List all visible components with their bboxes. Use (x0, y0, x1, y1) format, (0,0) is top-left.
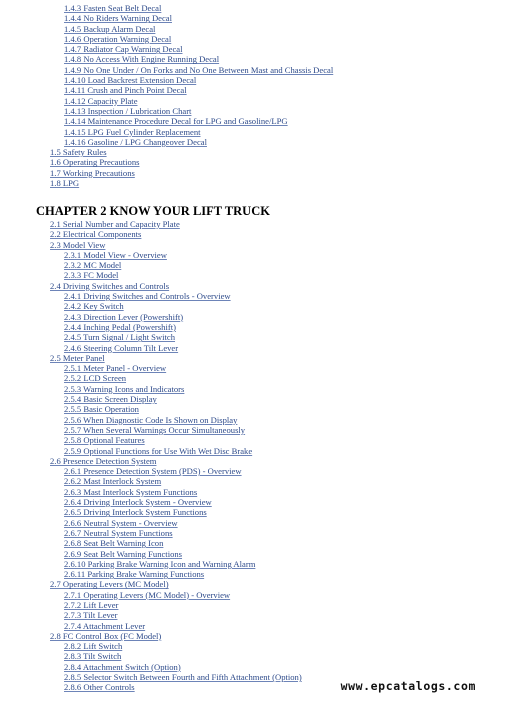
toc-subsection-link[interactable]: 2.7.1 Operating Levers (MC Model) - Overview (64, 589, 231, 600)
toc-subsection-link[interactable]: 2.6.10 Parking Brake Warning Icon and Warning Alarm (64, 558, 256, 569)
toc-section-link[interactable]: 2.8 FC Control Box (FC Model) (50, 630, 162, 641)
toc-subsection-link[interactable]: 2.5.9 Optional Functions for Use With Wet Disc Brake (64, 445, 253, 456)
toc-subsection-link[interactable]: 2.5.2 LCD Screen (64, 373, 127, 384)
toc-subsection-link[interactable]: 1.4.3 Fasten Seat Belt Decal (64, 3, 162, 13)
toc-subsection-link[interactable]: 2.6.1 Presence Detection System (PDS) - Overview (64, 466, 242, 477)
toc-subsection-link[interactable]: 1.4.6 Operation Warning Decal (64, 33, 172, 44)
toc-subsection-link[interactable]: 2.7.4 Attachment Lever (64, 620, 146, 631)
toc-subsection-link[interactable]: 1.4.16 Gasoline / LPG Changeover Decal (64, 136, 207, 147)
toc-subsection-link[interactable]: 2.4.3 Direction Lever (Powershift) (64, 311, 184, 322)
toc-subsection-link[interactable]: 2.7.2 Lift Lever (64, 599, 119, 610)
toc-subsection-link[interactable]: 2.5.8 Optional Features (64, 435, 145, 446)
toc-section-link[interactable]: 2.6 Presence Detection System (50, 455, 157, 466)
toc-list-chapter-1 (0, 3, 528, 188)
toc-subsection-link[interactable]: 1.4.5 Backup Alarm Decal (64, 23, 156, 34)
toc-subsection-link[interactable]: 2.6.8 Seat Belt Warning Icon (64, 538, 164, 549)
toc-section-link[interactable]: 1.7 Working Precautions (50, 167, 135, 178)
toc-subsection-link[interactable]: 1.4.9 No One Under / On Forks and No One Between Mast and Chassis Decal (64, 64, 334, 75)
toc-subsection-link[interactable]: 2.3.3 FC Model (64, 270, 119, 281)
toc-subsection-link[interactable]: 2.5.6 When Diagnostic Code Is Shown on Display (64, 414, 238, 425)
toc-subsection-link[interactable]: 2.4.2 Key Switch (64, 301, 124, 312)
toc-section-link[interactable]: 2.2 Electrical Components (50, 229, 142, 240)
toc-subsection-link[interactable]: 2.5.3 Warning Icons and Indicators (64, 383, 185, 394)
toc-subsection-link[interactable]: 2.8.2 Lift Switch (64, 641, 123, 652)
toc-section-link[interactable]: 2.7 Operating Levers (MC Model) (50, 579, 169, 590)
toc-subsection-link[interactable]: 2.6.3 Mast Interlock System Functions (64, 486, 198, 497)
toc-subsection-link[interactable]: 2.6.6 Neutral System - Overview (64, 517, 178, 528)
toc-subsection-link[interactable]: 2.6.2 Mast Interlock System (64, 476, 162, 487)
toc-section-link[interactable]: 2.1 Serial Number and Capacity Plate (50, 219, 180, 229)
toc-subsection-link[interactable]: 2.6.5 Driving Interlock System Functions (64, 507, 207, 518)
toc-subsection-link[interactable]: 1.4.10 Load Backrest Extension Decal (64, 75, 197, 86)
toc-subsection-link[interactable]: 2.6.11 Parking Brake Warning Functions (64, 569, 205, 580)
toc-subsection-link[interactable]: 2.5.7 When Several Warnings Occur Simultaneously (64, 424, 246, 435)
toc-subsection-link[interactable]: 2.8.3 Tilt Switch (64, 651, 122, 662)
toc-subsection-link[interactable]: 2.5.4 Basic Screen Display (64, 394, 157, 405)
toc-subsection-link[interactable]: 2.4.4 Inching Pedal (Powershift) (64, 321, 176, 332)
toc-subsection-link[interactable]: 1.4.15 LPG Fuel Cylinder Replacement (64, 126, 201, 137)
watermark-text: www.epcatalogs.com (340, 679, 476, 693)
toc-subsection-link[interactable]: 2.4.1 Driving Switches and Controls - Overview (64, 291, 231, 302)
toc-section-link[interactable]: 2.3 Model View (50, 239, 106, 250)
toc-section-link[interactable]: 1.5 Safety Rules (50, 147, 107, 158)
toc-subsection-link[interactable]: 2.6.4 Driving Interlock System - Overview (64, 497, 212, 508)
toc-subsection-link[interactable]: 1.4.14 Maintenance Procedure Decal for LPG and Gasoline/LPG (64, 116, 288, 127)
toc-section-link[interactable]: 1.8 LPG (50, 178, 80, 189)
toc-subsection-link[interactable]: 1.4.13 Inspection / Lubrication Chart (64, 105, 192, 116)
toc-subsection-link[interactable]: 2.6.7 Neutral System Functions (64, 527, 173, 538)
toc-subsection-link[interactable]: 2.5.1 Meter Panel - Overview (64, 363, 167, 374)
toc-section-link[interactable]: 1.6 Operating Precautions (50, 157, 140, 168)
toc-list-chapter-2 (0, 219, 528, 693)
toc-subsection-link[interactable]: 2.3.1 Model View - Overview (64, 249, 167, 260)
toc-subsection-link[interactable]: 2.5.5 Basic Operation (64, 404, 139, 415)
toc-subsection-link[interactable]: 2.7.3 Tilt Lever (64, 610, 118, 621)
toc-subsection-link[interactable]: 2.8.5 Selector Switch Between Fourth and Fifth Attachment (Option) (64, 672, 302, 683)
toc-subsection-link[interactable]: 1.4.7 Radiator Cap Warning Decal (64, 44, 183, 55)
toc-subsection-link[interactable]: 2.4.6 Steering Column Tilt Lever (64, 342, 179, 353)
toc-section-link[interactable]: 2.5 Meter Panel (50, 352, 105, 363)
toc-subsection-link[interactable]: 2.8.4 Attachment Switch (Option) (64, 661, 181, 672)
toc-subsection-link[interactable]: 2.8.6 Other Controls (64, 682, 135, 693)
chapter-heading: CHAPTER 2 KNOW YOUR LIFT TRUCK (36, 204, 270, 218)
toc-subsection-link[interactable]: 1.4.11 Crush and Pinch Point Decal (64, 85, 187, 96)
toc-subsection-link[interactable]: 2.3.2 MC Model (64, 260, 122, 271)
toc-subsection-link[interactable]: 2.4.5 Turn Signal / Light Switch (64, 332, 176, 343)
toc-subsection-link[interactable]: 1.4.8 No Access With Engine Running Decal (64, 54, 220, 65)
toc-subsection-link[interactable]: 1.4.12 Capacity Plate (64, 95, 138, 106)
toc-subsection-link[interactable]: 2.6.9 Seat Belt Warning Functions (64, 548, 183, 559)
toc-section-link[interactable]: 2.4 Driving Switches and Controls (50, 280, 170, 291)
toc-subsection-link[interactable]: 1.4.4 No Riders Warning Decal (64, 13, 172, 24)
